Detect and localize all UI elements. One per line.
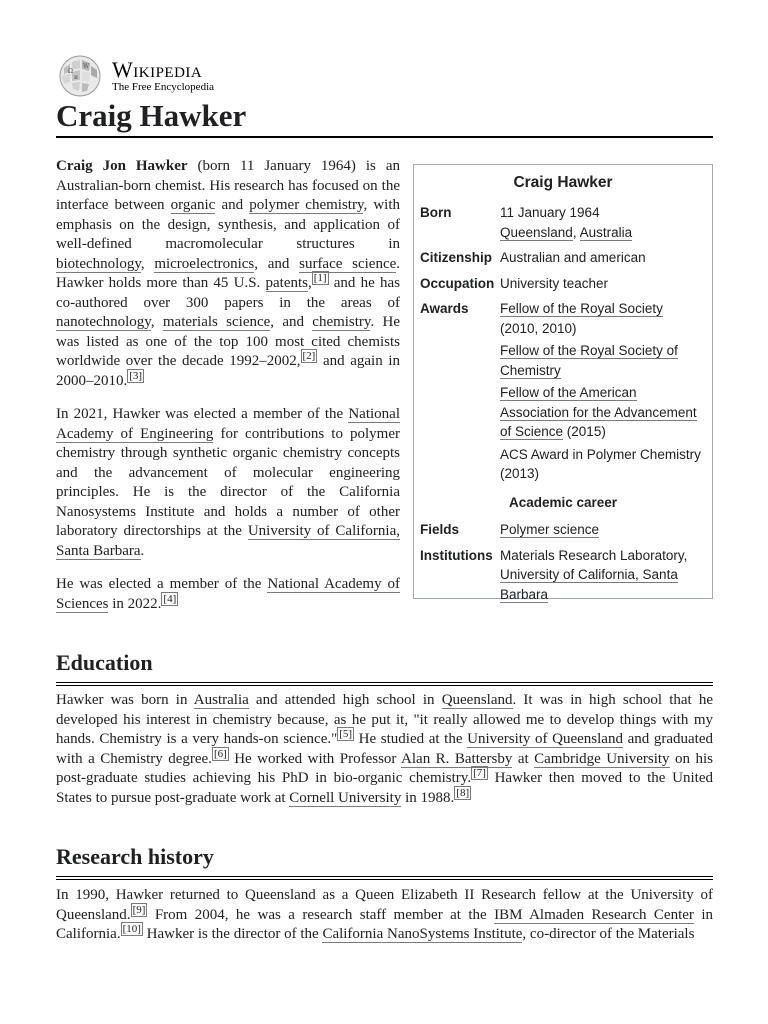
link-national-academy-of-engineering[interactable]: National Academy of Engineering [56, 406, 400, 442]
reference-2[interactable]: [2] [302, 350, 316, 362]
awards-label: Awards [420, 301, 469, 316]
occupation-label: Occupation [420, 275, 495, 291]
site-name: Wikipedia [112, 56, 203, 82]
fields-label: Fields [420, 522, 460, 537]
infobox-row-fields [420, 520, 706, 540]
link-ibm-almaden[interactable]: IBM Almaden Research Center [494, 906, 694, 923]
occupation-value: University teacher [500, 275, 609, 291]
link-national-academy-of-sciences[interactable]: National Academy of Sciences [56, 576, 400, 612]
wordmark [112, 56, 215, 94]
institutions-value: Materials Research Laboratory, University of California, Santa Barbara [500, 547, 688, 602]
link-patents[interactable]: patents [265, 275, 308, 291]
infobox-row-institutions [420, 546, 706, 605]
link-biotechnology[interactable]: biotechnology [56, 255, 141, 272]
lead-paragraph-2: In 2021, Hawker was elected a member of the National Academy of Engineering for contributions to polymer chemistry through synthetic organic chemistry concepts and the advancement of molecular engineering principles. He is the director of the California Nanosystems Institute and holds a number of other laboratory directorships at the University of California, Santa Barbara. [56, 406, 400, 559]
link-organic[interactable]: organic [170, 197, 216, 213]
reference-6[interactable]: [6] [213, 747, 227, 760]
site-tagline: The Free Encyclopedia [112, 80, 215, 93]
wikipedia-logo[interactable] [56, 54, 214, 98]
link-surface-science[interactable]: surface science [299, 255, 397, 272]
link-ucsb[interactable]: University of California, Santa Barbara [56, 523, 400, 559]
research-paragraph: In 1990, Hawker returned to Queensland as a Queen Elizabeth II Research fellow at the University of Queensland. [9] From 2004, he was a research staff member at the IBM Almaden Research Center in California. [10] Hawker is the director of the California NanoSystems Institute, co-director of the Materials [56, 887, 713, 943]
link-nanotechnology[interactable]: nanotechnology [56, 314, 151, 330]
born-label: Born [420, 205, 452, 220]
link-australia[interactable]: Australia [579, 224, 633, 240]
award-4: ACS Award in Polymer Chemistry (2013) [500, 446, 701, 481]
infobox-row-born [420, 203, 706, 242]
lead-paragraph-1: Craig Jon Hawker (born 11 January 1964) is an Australian-born chemist. His research has focused on the interface between organic and polymer chemistry, with emphasis on the design, synthesis, and application of well-defined macromolecular structures in biotechnology, microelectronics, and surface science. Hawker holds more than 45 U.S. patents, [1] and he has co-authored over 300 papers in the areas of nanotechnology, materials science, and chemistry. He was listed as one of the top 100 most cited chemists worldwide over the decade 1992–2002, [2] and again in 2000–2010. [3] [56, 158, 401, 389]
reference-10[interactable]: [10] [122, 923, 141, 936]
subject-name: Craig Jon Hawker [56, 158, 188, 174]
education-paragraph: Hawker was born in Australia and attended high school in Queensland. It was in high school that he developed his interest in chemistry because, as he put it, "it really allowed me to develop things with my hands. Chemistry is a very hands-on science." [5] He studied at the University of Queensland and graduated with a Chemistry degree. [6] He worked with Professor Alan R. Battersby at Cambridge University on his post-graduate studies achieving his PhD in bio-organic chemistry. [7] Hawker then moved to the United States to pursue post-graduate work at Cornell University in 1988. [8] [56, 692, 714, 806]
link-cambridge-university[interactable]: Cambridge University [534, 750, 670, 767]
citizenship-label: Citizenship [420, 250, 493, 265]
link-materials-science[interactable]: materials science [162, 314, 271, 330]
education-heading: Education [56, 648, 713, 686]
award-3: Fellow of the American Association for the Advancement of Science (2015) [500, 385, 697, 439]
reference-3[interactable]: [3] [129, 369, 143, 382]
citizenship-value: Australian and american [500, 250, 646, 265]
link-polymer-science[interactable]: Polymer science [500, 522, 600, 537]
reference-9[interactable]: [9] [132, 903, 146, 916]
award-2 [500, 341, 706, 380]
link-aaas[interactable]: Fellow of the American Association for the Advancement of Science [500, 385, 697, 439]
wikipedia-globe-icon [56, 54, 104, 98]
reference-1[interactable]: [1] [313, 272, 327, 284]
link-frs[interactable]: Fellow of the Royal Society [500, 301, 663, 316]
link-cnsi[interactable]: California NanoSystems Institute [322, 926, 523, 943]
institutions-label: Institutions [420, 547, 493, 563]
link-chemistry[interactable]: chemistry [312, 314, 371, 330]
svg-text:и: и [74, 74, 78, 81]
reference-8[interactable]: [8] [456, 786, 470, 799]
born-value: 11 January 1964 Queensland, Australia [500, 203, 706, 242]
page-title: Craig Hawker [56, 96, 713, 138]
reference-4[interactable]: [4] [163, 592, 177, 605]
link-polymer-chemistry[interactable]: polymer chemistry [249, 197, 364, 213]
born-date: 11 January 1964 [500, 205, 600, 220]
link-frsc[interactable]: Fellow of the Royal Society of Chemistry [500, 343, 678, 378]
link-microelectronics[interactable]: microelectronics [154, 255, 255, 272]
infobox-row-citizenship [420, 248, 706, 268]
link-queensland-edu[interactable]: Queensland [441, 692, 513, 708]
svg-text:Ω: Ω [68, 68, 73, 75]
infobox-row-awards [420, 299, 706, 487]
infobox-title: Craig Hawker [513, 174, 613, 191]
lead-section [56, 157, 400, 628]
lead-paragraph-3: He was elected a member of the National Academy of Sciences in 2022. [4] [56, 576, 400, 612]
award-1: Fellow of the Royal Society (2010, 2010) [500, 301, 663, 336]
link-university-of-queensland[interactable]: University of Queensland [467, 731, 623, 748]
academic-career-header: Academic career [508, 494, 618, 510]
research-history-heading: Research history [56, 842, 713, 880]
link-alan-battersby[interactable]: Alan R. Battersby [401, 750, 513, 767]
link-australia-edu[interactable]: Australia [193, 692, 249, 708]
fields-value [500, 520, 706, 540]
infobox-row-occupation [420, 274, 706, 294]
awards-value [500, 299, 706, 487]
reference-7[interactable]: [7] [473, 767, 486, 780]
link-ucsb-infobox[interactable]: University of California, Santa Barbara [500, 567, 678, 602]
svg-text:W: W [83, 63, 90, 70]
link-queensland[interactable]: Queensland [500, 224, 573, 240]
reference-5[interactable]: [5] [339, 728, 353, 741]
link-cornell-university[interactable]: Cornell University [289, 789, 402, 806]
infobox [413, 164, 713, 602]
